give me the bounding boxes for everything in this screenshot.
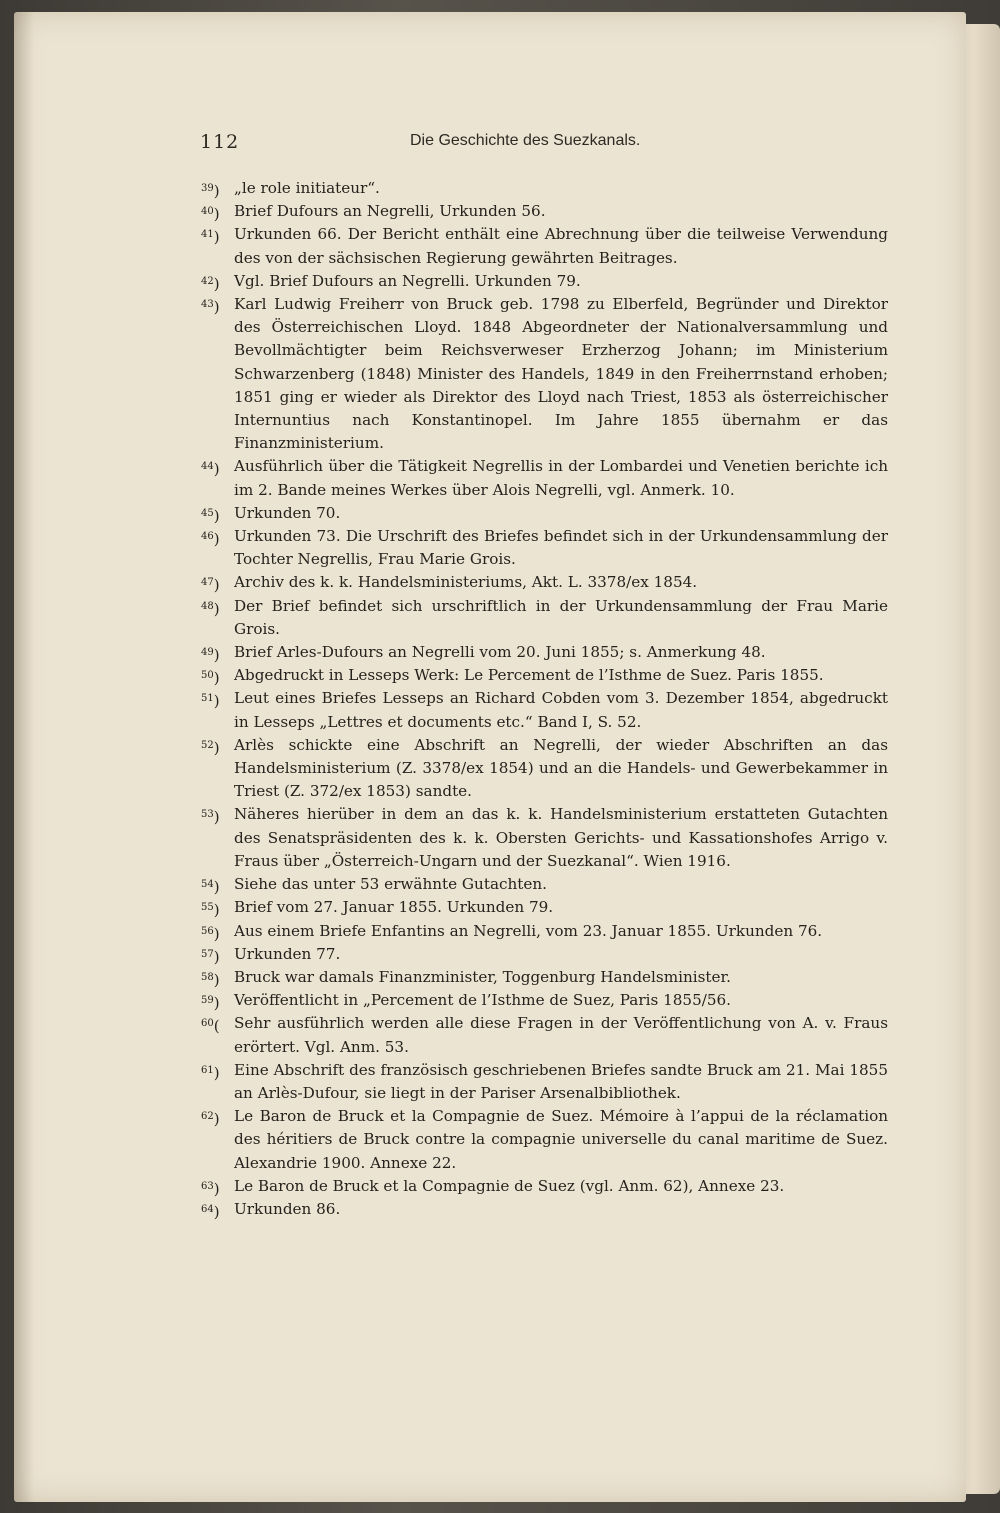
- footnote-number-digits: 60: [201, 1018, 214, 1030]
- footnote-number-paren: ): [213, 182, 220, 200]
- footnote-number-paren: ): [213, 994, 220, 1013]
- footnote-text: Le Baron de Bruck et la Compagnie de Suez (vgl. Anm. 62), Annexe 23.: [234, 1176, 785, 1195]
- footnote: [198, 595, 888, 641]
- footnote-text: Le Baron de Bruck et la Compagnie de Suez. Mémoire à l’appui de la réclamation des héritiers de Bruck contre la compagnie universelle du canal maritime de Suez. Alexandrie 1900. Annexe 22.: [234, 1107, 888, 1172]
- footnote-number-paren: ): [213, 692, 220, 711]
- footnote-number-paren: ): [213, 530, 220, 549]
- footnote-number-digits: 45: [201, 507, 214, 519]
- footnote: [198, 803, 888, 873]
- footnote-number-digits: 62: [201, 1111, 214, 1123]
- footnote-number: [201, 1059, 220, 1085]
- gutter-shadow: [14, 12, 34, 1502]
- footnote-number-digits: 53: [201, 809, 214, 821]
- footnote-text: „le role initiateur“.: [234, 179, 380, 197]
- footnote-number-paren: ): [213, 738, 220, 757]
- footnote-number-digits: 51: [201, 693, 214, 705]
- footnote-text: Urkunden 73. Die Urschrift des Briefes befindet sich in der Urkundensammlung der Tochter Negrellis, Frau Marie Grois.: [234, 527, 888, 569]
- footnote-number-digits: 44: [201, 461, 214, 473]
- footnote: [198, 641, 888, 664]
- footnote-text: Bruck war damals Finanzminister, Toggenburg Handelsminister.: [234, 967, 731, 986]
- footnote-number-digits: 41: [201, 229, 214, 241]
- footnote-number-digits: 48: [201, 600, 214, 612]
- page-header: [0, 131, 1000, 157]
- footnote-number-paren: ): [213, 576, 220, 595]
- page-number: 112: [200, 131, 240, 153]
- footnotes-list: [198, 177, 888, 1221]
- footnote-number-paren: ): [213, 506, 220, 525]
- footnote-number: [201, 293, 220, 319]
- footnote-text: Ausführlich über die Tätigkeit Negrellis in der Lombardei und Venetien berichte ich im 2. Bande meines Werkes über Alois Negrelli, vgl. Anmerk. 10.: [234, 457, 888, 499]
- footnote: [198, 200, 888, 223]
- footnote-number-digits: 50: [201, 670, 214, 682]
- footnote-number-paren: ): [213, 1110, 220, 1129]
- footnote-number-digits: 42: [201, 275, 214, 287]
- footnote-number-digits: 40: [201, 206, 214, 218]
- footnote-number-paren: ): [213, 1202, 220, 1221]
- footnote-number-digits: 56: [201, 925, 214, 937]
- footnote-number: [201, 687, 220, 713]
- footnote-number-paren: ): [213, 228, 220, 247]
- footnote-number: [201, 455, 220, 481]
- footnote-text: Näheres hierüber in dem an das k. k. Handelsministerium erstatteten Gutachten des Senatspräsidenten des k. k. Obersten Gerichts- und Kassationshofes Arrigo v. Fraus über „Österreich-Ungarn und der Suezkanal“. Wien 1916.: [234, 805, 888, 870]
- footnote-text: Der Brief befindet sich urschriftlich in der Urkundensammlung der Frau Marie Grois.: [234, 596, 888, 638]
- footnote: [198, 966, 888, 989]
- footnote-number: [201, 803, 220, 829]
- footnote-number-digits: 59: [201, 995, 214, 1007]
- footnote: [198, 455, 888, 501]
- footnote-number-digits: 55: [201, 902, 214, 914]
- footnote-number-paren: ): [213, 205, 220, 224]
- footnote: [198, 525, 888, 571]
- footnote-number-paren: ): [213, 274, 220, 293]
- footnote-number-digits: 64: [201, 1203, 214, 1215]
- footnote: [198, 1105, 888, 1175]
- footnote-text: Brief vom 27. Januar 1855. Urkunden 79.: [234, 898, 554, 917]
- footnote-text: Abgedruckt in Lesseps Werk: Le Percement de l’Isthme de Suez. Paris 1855.: [234, 666, 824, 685]
- footnote-number: [201, 525, 220, 551]
- footnote: [198, 571, 888, 594]
- footnote-number-paren: ): [213, 599, 220, 618]
- running-title: Die Geschichte des Suezkanals.: [410, 132, 641, 149]
- footnote: [198, 223, 888, 269]
- footnote-number-paren: ): [213, 1063, 220, 1082]
- footnote-number-digits: 46: [201, 531, 214, 543]
- footnote-number-paren: ): [213, 878, 220, 897]
- footnote-number: [201, 1012, 220, 1038]
- footnote-number-digits: 39: [201, 183, 214, 194]
- footnote: [198, 1198, 888, 1221]
- footnote-number: [201, 734, 220, 760]
- footnote-text: Urkunden 70.: [234, 503, 341, 522]
- footnote-number-paren: ): [213, 808, 220, 827]
- footnote-number-digits: 49: [201, 647, 214, 659]
- footnote-text: Brief Arles-Dufours an Negrelli vom 20. Juni 1855; s. Anmerkung 48.: [234, 643, 766, 662]
- footnote: [198, 896, 888, 919]
- footnote: [198, 920, 888, 943]
- footnote: [198, 664, 888, 687]
- footnote-text: Archiv des k. k. Handelsministeriums, Akt. L. 3378/ex 1854.: [234, 573, 698, 592]
- footnote-number-paren: ): [213, 460, 220, 479]
- footnote-text: Urkunden 77.: [234, 944, 341, 963]
- footnote-number: [201, 1105, 220, 1131]
- footnote-text: Vgl. Brief Dufours an Negrelli. Urkunden 79.: [234, 271, 581, 290]
- footnote: [198, 943, 888, 966]
- footnote-text: Siehe das unter 53 erwähnte Gutachten.: [234, 875, 547, 894]
- footnote-text: Leut eines Briefes Lesseps an Richard Cobden vom 3. Dezember 1854, abgedruckt in Lesseps „Lettres et documents etc.“ Band I, S. 52.: [234, 689, 888, 731]
- footnote-number-digits: 63: [201, 1180, 214, 1192]
- footnote: [198, 502, 888, 525]
- footnote-text: Arlès schickte eine Abschrift an Negrelli, der wieder Abschriften an das Handelsministerium (Z. 3378/ex 1854) und an die Handels- und Gewerbekammer in Triest (Z. 372/ex 1853) sandte.: [234, 735, 888, 801]
- footnote: [198, 873, 888, 896]
- footnote-number-paren: (: [213, 1017, 220, 1036]
- footnote-text: Urkunden 66. Der Bericht enthält eine Abrechnung über die teilweise Verwendung des von der sächsischen Regierung gewährten Beitrages.: [234, 225, 888, 267]
- footnote: [198, 1012, 888, 1058]
- footnote-text: Brief Dufours an Negrelli, Urkunden 56.: [234, 202, 546, 221]
- footnote-number-paren: ): [213, 901, 220, 920]
- footnote-number: [201, 1198, 220, 1224]
- footnote-number-paren: ): [213, 947, 220, 966]
- footnote: [198, 734, 888, 804]
- footnote: [198, 1059, 888, 1105]
- footnote-number-digits: 57: [201, 948, 214, 960]
- footnote-number-digits: 47: [201, 577, 214, 589]
- footnote-number-paren: ): [213, 924, 220, 943]
- footnote-number-paren: ): [213, 646, 220, 665]
- footnote: [198, 177, 888, 200]
- footnote-number-digits: 58: [201, 971, 214, 983]
- footnote: [198, 293, 888, 455]
- footnote-text: Urkunden 86.: [234, 1199, 341, 1218]
- footnote-number-digits: 61: [201, 1064, 214, 1076]
- footnote-text: Eine Abschrift des französisch geschriebenen Briefes sandte Bruck am 21. Mai 1855 an Arlès-Dufour, sie liegt in der Pariser Arsenalbibliothek.: [234, 1060, 888, 1102]
- footnote-text: Veröffentlicht in „Percement de l’Isthme de Suez, Paris 1855/56.: [234, 991, 732, 1010]
- footnote: [198, 687, 888, 733]
- footnote-text: Sehr ausführlich werden alle diese Fragen in der Veröffentlichung von A. v. Fraus erörtert. Vgl. Anm. 53.: [234, 1014, 888, 1056]
- footnote-number-paren: ): [213, 298, 220, 317]
- footnote-number-digits: 52: [201, 739, 214, 751]
- footnote-number: [201, 223, 220, 249]
- footnote-text: Karl Ludwig Freiherr von Bruck geb. 1798 zu Elberfeld, Begründer und Direktor des Österreichischen Lloyd. 1848 Abgeordneter der Nationalversammlung und Bevollmächtigter beim Reichsverweser Erzherzog Johann; im Ministerium Schwarzenberg (1848) Minister des Handels, 1849 in den Freiherrnstand erhoben; 1851 ging er wieder als Direktor des Lloyd nach Triest, 1853 als österreichischer Internuntius nach Konstantinopel. Im Jahre 1855 übernahm er das Finanzministerium.: [234, 295, 888, 453]
- footnote: [198, 1175, 888, 1198]
- footnote-number: [201, 595, 220, 621]
- footnote: [198, 989, 888, 1012]
- footnote-text: Aus einem Briefe Enfantins an Negrelli, vom 23. Januar 1855. Urkunden 76.: [234, 921, 823, 940]
- footnote-number-paren: ): [213, 669, 220, 688]
- footnote: [198, 270, 888, 293]
- footnote-number-digits: 54: [201, 879, 214, 891]
- footnote-number-paren: ): [213, 1179, 220, 1198]
- footnote-number-paren: ): [213, 970, 220, 989]
- footnote-number-digits: 43: [201, 299, 214, 311]
